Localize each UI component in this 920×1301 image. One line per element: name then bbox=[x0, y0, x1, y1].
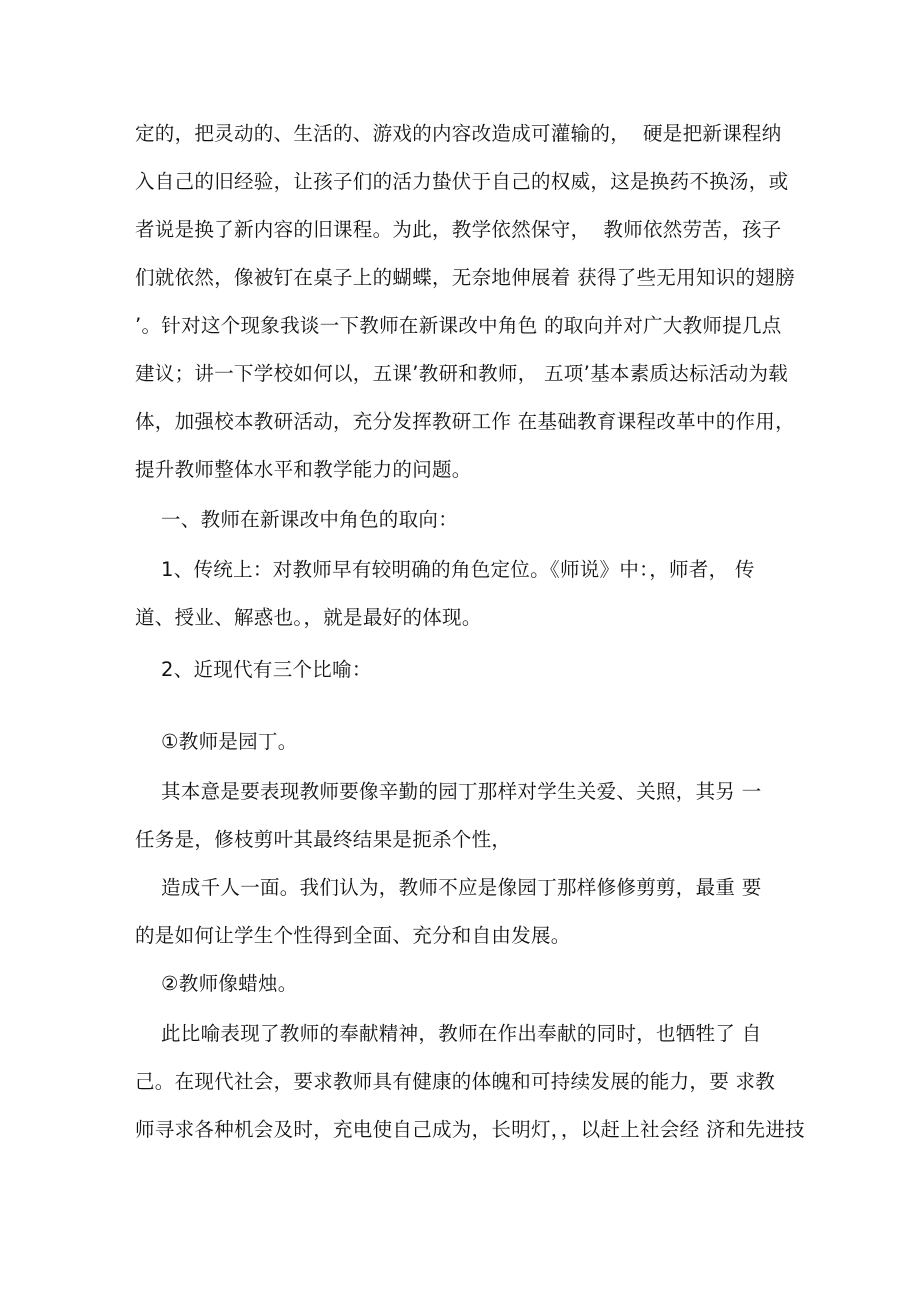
text-line: 任务是，修枝剪叶其最终结果是扼杀个性， bbox=[135, 828, 512, 851]
text-line: 2、近现代有三个比喻： bbox=[135, 658, 372, 681]
text-line: 1、传统上：对教师早有较明确的角色定位。《师说》中：，师者， 传 bbox=[135, 558, 755, 581]
text-line: ’。针对这个现象我谈一下教师在新课改中角色 的取向并对广大教师提几点 bbox=[135, 314, 782, 337]
text-line: 造成千人一面。我们认为，教师不应是像园丁那样修修剪剪，最重 要 bbox=[135, 876, 762, 899]
text-line: 己。在现代社会，要求教师具有健康的体魄和可持续发展的能力，要 求教 bbox=[135, 1070, 776, 1093]
text-line: 师寻求各种机会及时，充电使自己成为，长明灯，，以赶上社会经 济和先进技 bbox=[135, 1118, 805, 1141]
text-line: 定的，把灵动的、生活的、游戏的内容改造成可灌输的， 硬是把新课程纳 bbox=[135, 122, 782, 145]
text-line: 此比喻表现了教师的奉献精神，教师在作出奉献的同时，也牺牲了 自 bbox=[135, 1022, 762, 1045]
text-line: 建议；讲一下学校如何以，五课’教研和教师， 五项’基本素质达标活动为载 bbox=[135, 362, 789, 385]
text-line: 们就依然，像被钉在桌子上的蝴蝶，无奈地伸展着 获得了些无用知识的翅膀 bbox=[135, 266, 795, 289]
text-line: 其本意是要表现教师要像辛勤的园丁那样对学生关爱、关照，其另 一 bbox=[135, 780, 762, 803]
text-line: 的是如何让学生个性得到全面、充分和自由发展。 bbox=[135, 924, 571, 947]
text-line: 道、授业、解惑也。，就是最好的体现。 bbox=[135, 606, 482, 629]
text-line: 者说是换了新内容的旧课程。为此，教学依然保守， 教师依然劳苦，孩子 bbox=[135, 218, 782, 241]
section-heading: 一、教师在新课改中角色的取向： bbox=[135, 508, 458, 531]
text-line: ①教师是园丁。 bbox=[135, 730, 298, 753]
text-line: 体，加强校本教研活动，充分发挥教研工作 在基础教育课程改革中的作用， bbox=[135, 410, 795, 433]
text-line: ②教师像蜡烛。 bbox=[135, 972, 298, 995]
text-line: 入自己的旧经验，让孩子们的活力蛰伏于自己的权威，这是换药不换汤，或 bbox=[135, 170, 789, 193]
text-line: 提升教师整体水平和教学能力的问题。 bbox=[135, 458, 472, 481]
